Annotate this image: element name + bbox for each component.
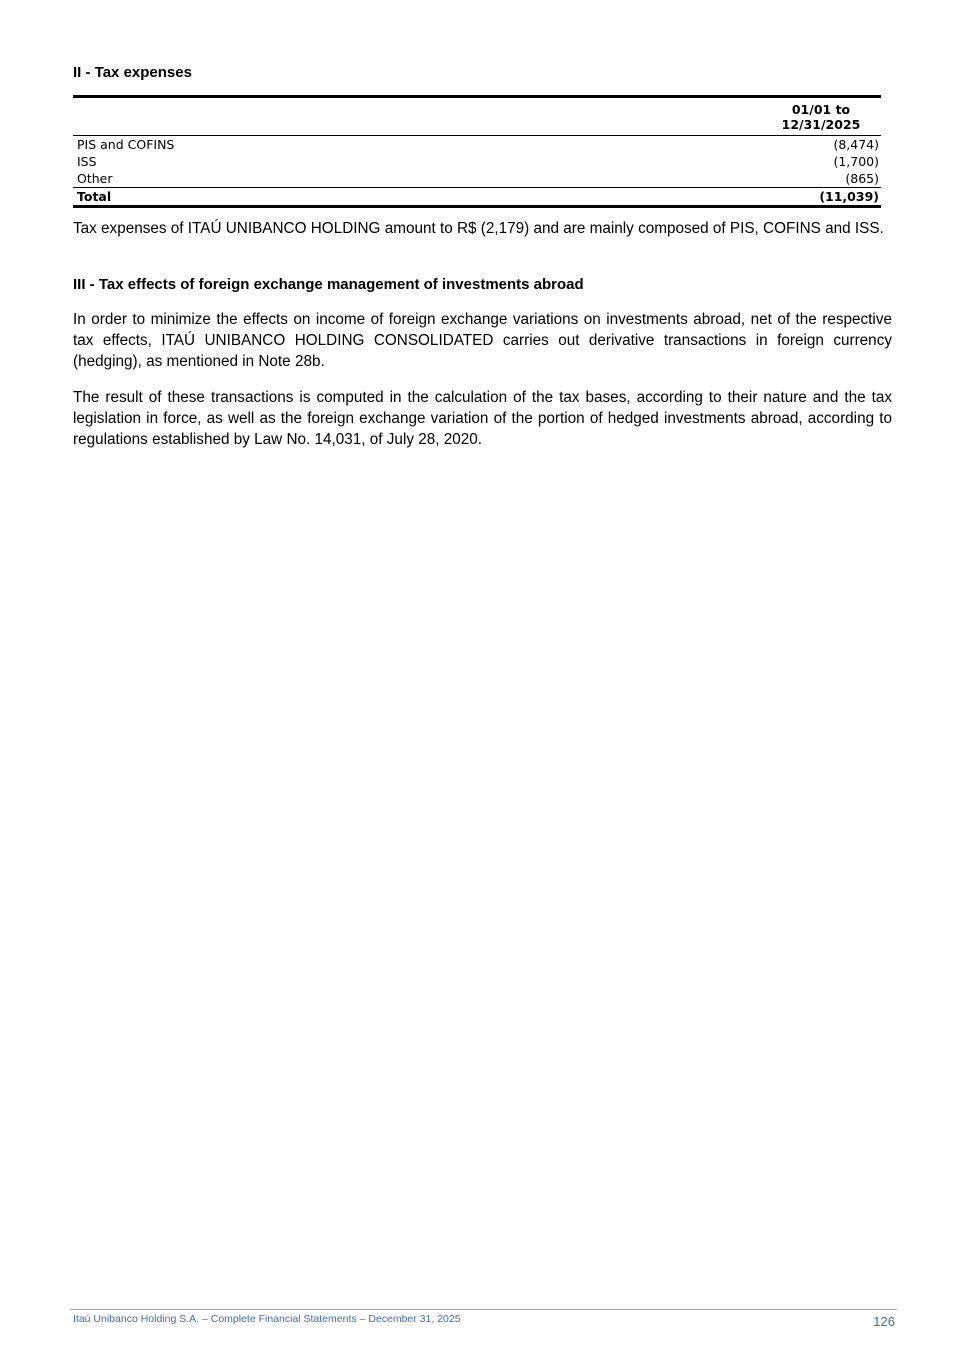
row-label: Other	[77, 171, 113, 186]
period-header-line1: 01/01 to	[791, 102, 851, 117]
section-title-foreign-exchange: III - Tax effects of foreign exchange management of investments abroad	[73, 276, 584, 293]
table-header-label-cell	[73, 97, 761, 136]
table-row	[73, 153, 881, 170]
tax-expenses-table	[73, 95, 881, 208]
footer-divider	[70, 1309, 897, 1310]
table-row	[73, 170, 881, 188]
footer-text: Itaú Unibanco Holding S.A. – Complete Financial Statements – December 31, 2025	[73, 1313, 461, 1325]
hedging-paragraph: In order to minimize the effects on income of foreign exchange variations on investments abroad, net of the respective tax effects, ITAÚ UNIBANCO HOLDING CONSOLIDATED carries out derivative transactions in foreign currency (hedging), as mentioned in Note 28b.	[73, 311, 892, 370]
row-value: (865)	[845, 171, 879, 186]
table-total-row	[73, 188, 881, 207]
row-label: ISS	[77, 154, 97, 169]
page-number: 126	[873, 1314, 895, 1329]
table-row	[73, 136, 881, 154]
total-value: (11,039)	[761, 188, 881, 207]
total-label: Total	[73, 188, 761, 207]
tax-expenses-paragraph: Tax expenses of ITAÚ UNIBANCO HOLDING amount to R$ (2,179) and are mainly composed of PIS, COFINS and ISS.	[73, 220, 884, 237]
period-header	[761, 97, 881, 136]
section-title-tax-expenses: II - Tax expenses	[73, 64, 192, 81]
row-value: (8,474)	[833, 137, 879, 152]
period-header-line2: 12/31/2025	[781, 117, 861, 132]
table-header-row	[73, 97, 881, 136]
row-value: (1,700)	[833, 154, 879, 169]
tax-bases-paragraph: The result of these transactions is computed in the calculation of the tax bases, according to their nature and the tax legislation in force, as well as the foreign exchange variation of the portion of hedged investments abroad, according to regulations established by Law No. 14,031, of July 28, 2020.	[73, 389, 892, 448]
row-label: PIS and COFINS	[77, 137, 175, 152]
